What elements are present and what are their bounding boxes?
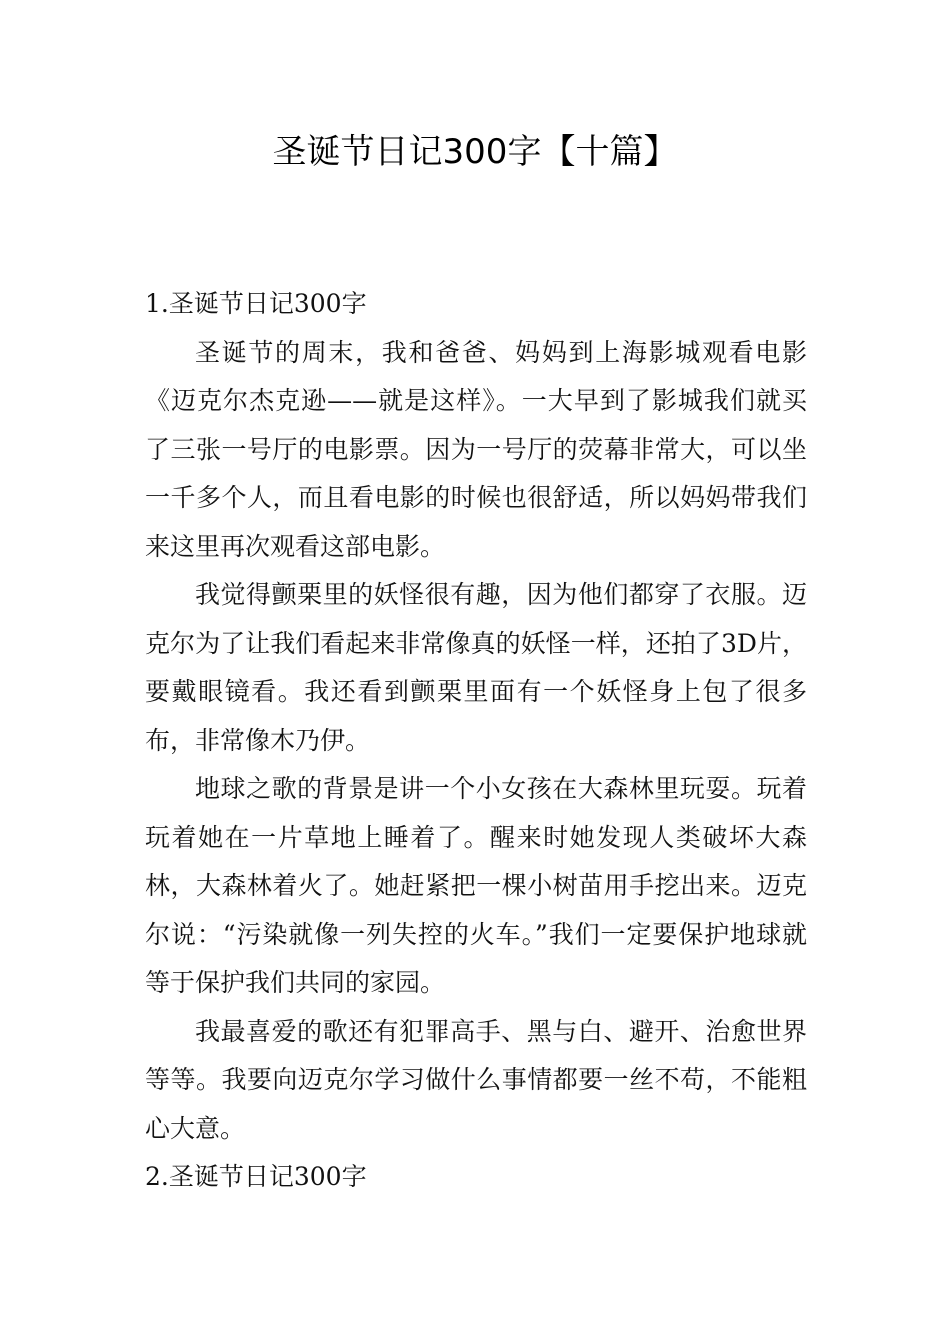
paragraph: 我觉得颤栗里的妖怪很有趣，因为他们都穿了衣服。迈克尔为了让我们看起来非常像真的妖怪一样，还拍了3D片，要戴眼镜看。我还看到颤栗里面有一个妖怪身上包了很多布，非常像木乃伊。 (145, 580, 807, 755)
section-heading: 1.圣诞节日记300字 (145, 289, 367, 318)
paragraph: 我最喜爱的歌还有犯罪高手、黑与白、避开、治愈世界等等。我要向迈克尔学习做什么事情都要一丝不苟，不能粗心大意。 (145, 1016, 807, 1143)
paragraph: 地球之歌的背景是讲一个小女孩在大森林里玩耍。玩着玩着她在一片草地上睡着了。醒来时她发现人类破坏大森林，大森林着火了。她赶紧把一棵小树苗用手挖出来。迈克尔说：“污染就像一列失控的火车。”我们一定要保护地球就等于保护我们共同的家园。 (145, 774, 807, 997)
document-body (145, 280, 807, 1202)
section-heading: 2.圣诞节日记300字 (145, 1162, 367, 1191)
paragraph: 圣诞节的周末，我和爸爸、妈妈到上海影城观看电影《迈克尔杰克逊——就是这样》。一大早到了影城我们就买了三张一号厅的电影票。因为一号厅的荧幕非常大，可以坐一千多个人，而且看电影的时候也很舒适，所以妈妈带我们来这里再次观看这部电影。 (145, 337, 807, 561)
document-title: 圣诞节日记300字【十篇】 (272, 132, 678, 172)
